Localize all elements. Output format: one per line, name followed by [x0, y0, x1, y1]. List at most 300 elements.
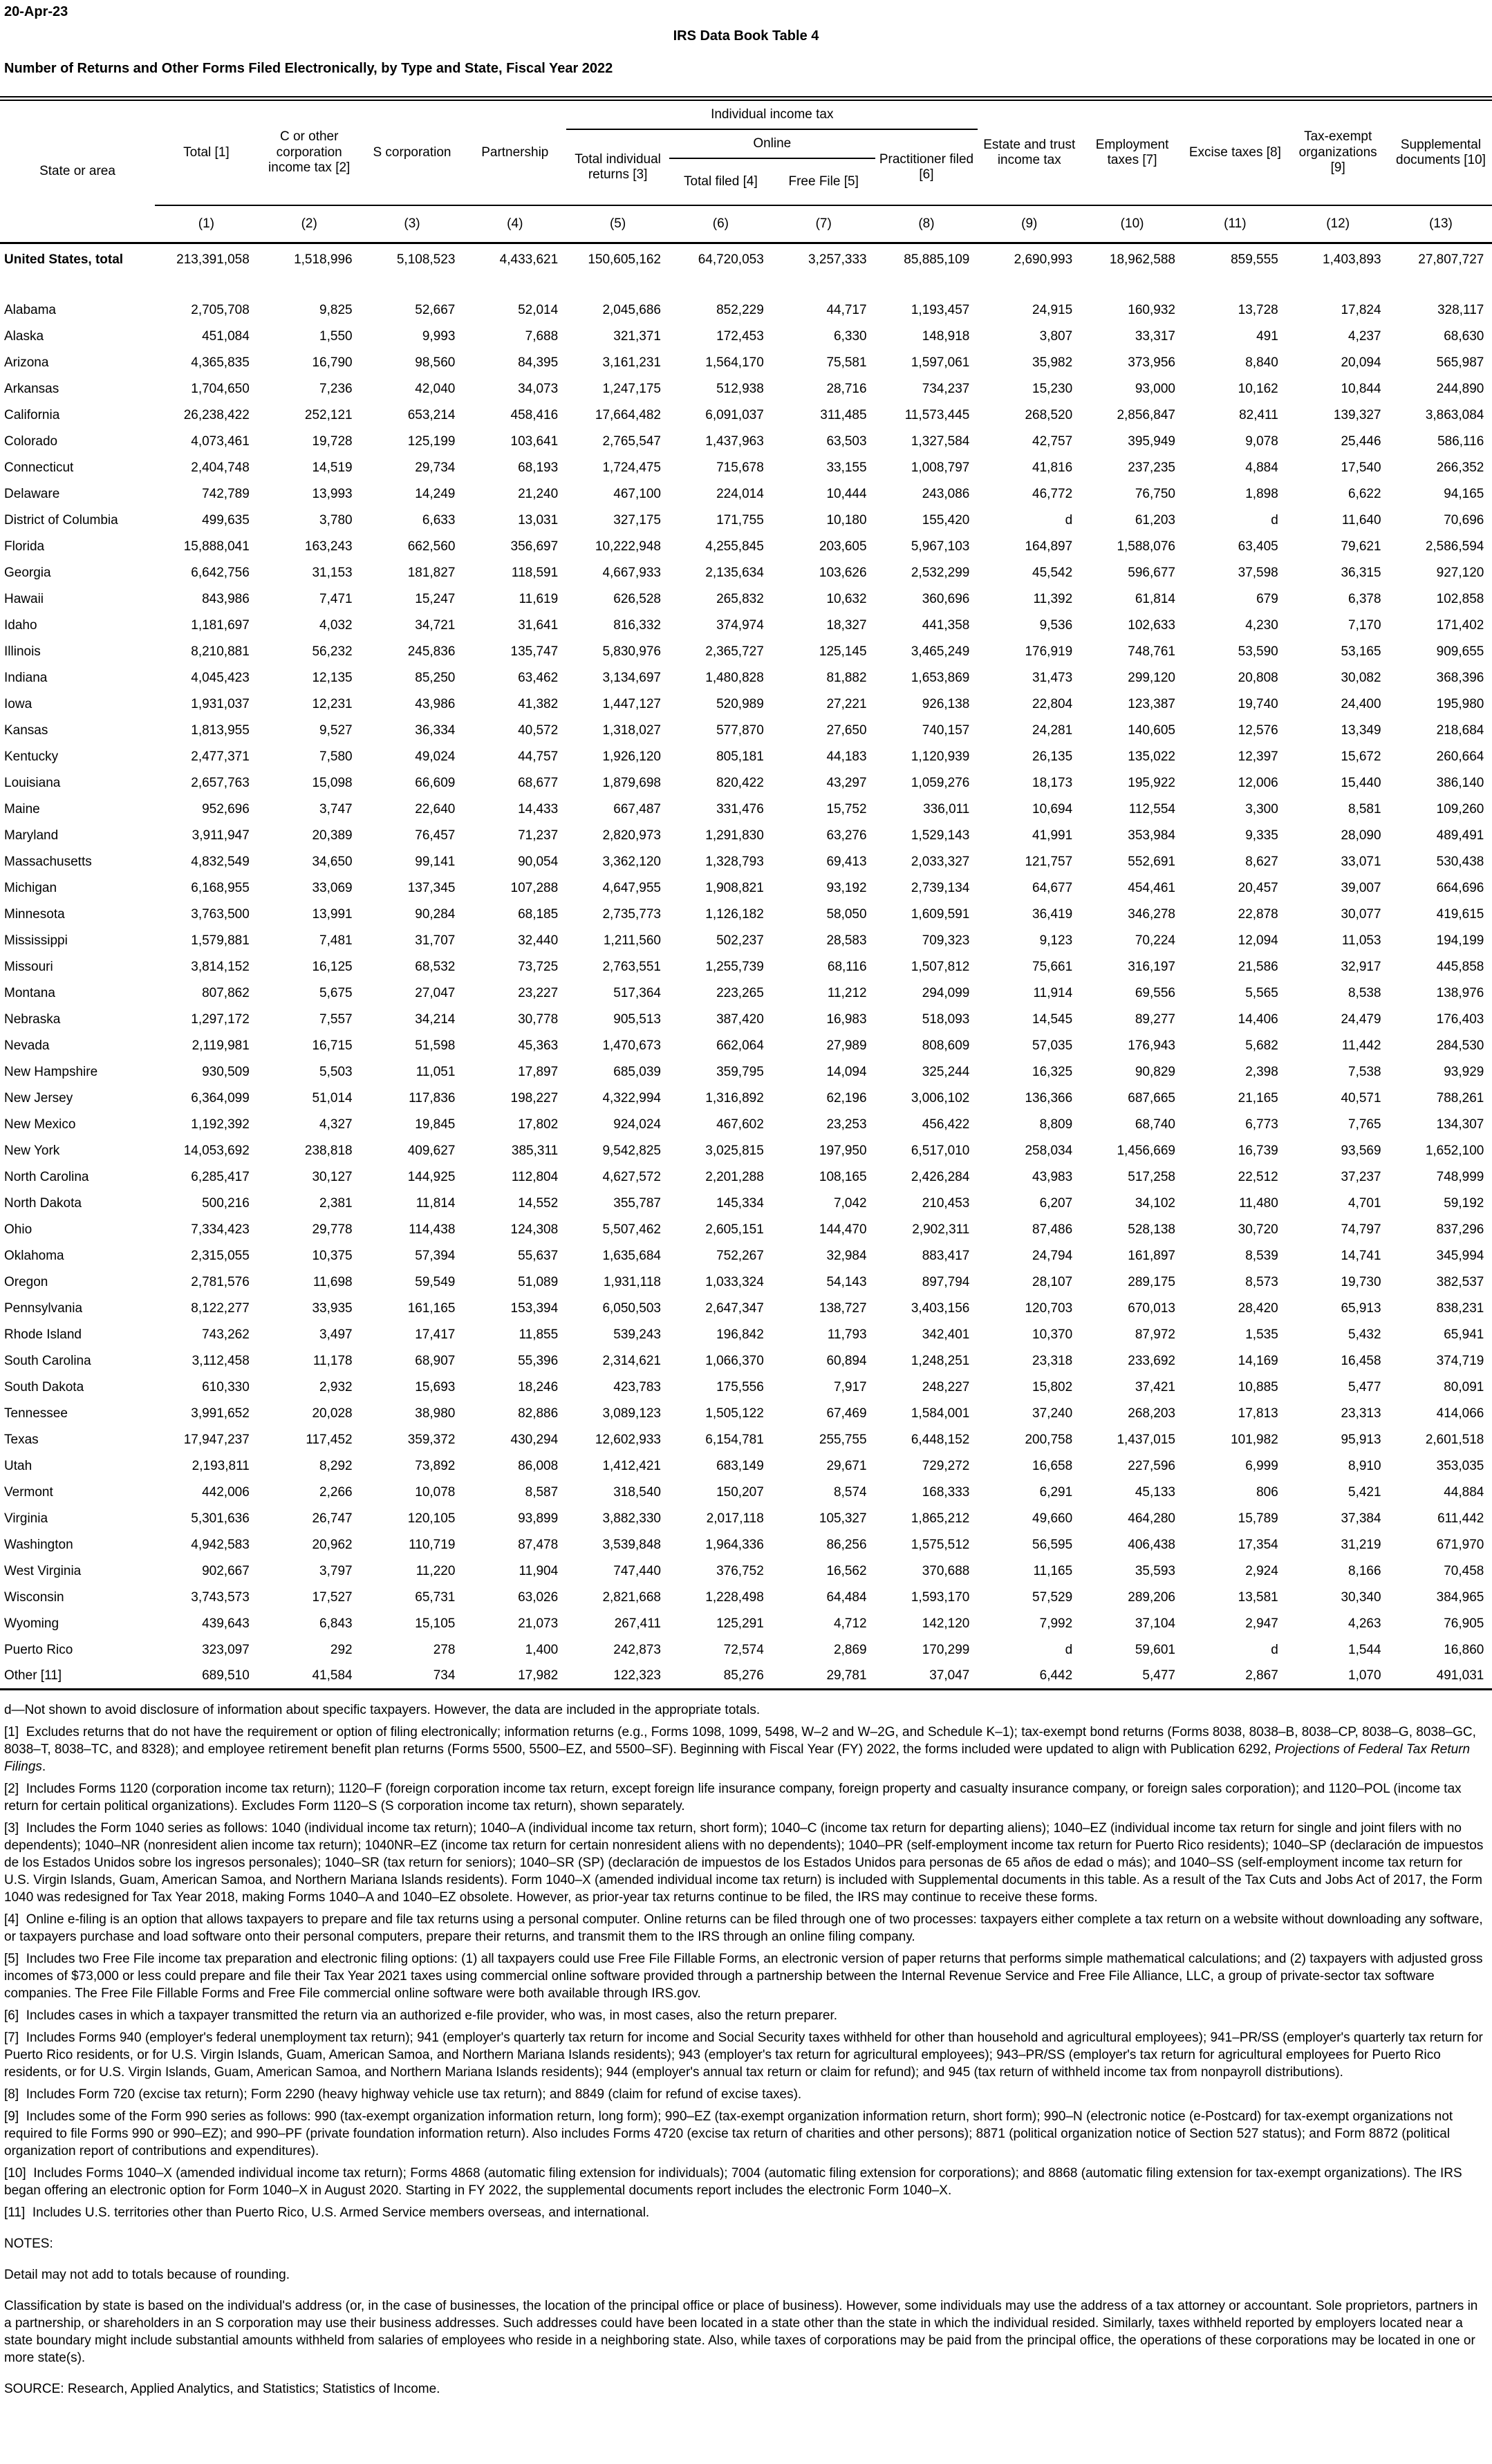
value-cell: 683,149 — [716, 1458, 764, 1473]
column-number: (5) — [566, 205, 669, 243]
value-cell: 2,266 — [319, 1484, 353, 1500]
value-cell: 1,059,276 — [911, 775, 970, 790]
value-cell: 15,802 — [1032, 1379, 1073, 1394]
value-cell: 2,924 — [1245, 1563, 1278, 1578]
footnote — [4, 2086, 1486, 2103]
table-row — [0, 1558, 1492, 1585]
value-cell: 11,220 — [416, 1563, 456, 1578]
value-cell: 6,622 — [1348, 486, 1381, 501]
value-cell: 68,630 — [1444, 328, 1484, 344]
column-number: (2) — [258, 205, 361, 243]
value-cell: 210,453 — [922, 1195, 970, 1211]
value-cell: 28,583 — [826, 933, 867, 948]
state-name: Other [11] — [0, 1663, 155, 1690]
value-cell: 18,173 — [1032, 775, 1073, 790]
value-cell: 93,569 — [1341, 1143, 1381, 1158]
value-cell: 24,281 — [1032, 722, 1073, 738]
value-cell: 90,054 — [518, 854, 559, 869]
value-cell: 374,974 — [716, 617, 764, 633]
header-c-corporation: C or other corporation income tax [2] — [268, 129, 351, 176]
value-cell: 43,986 — [415, 696, 456, 711]
value-cell: 13,993 — [312, 486, 353, 501]
value-cell: 4,942,583 — [191, 1537, 250, 1552]
value-cell: 23,313 — [1341, 1406, 1381, 1421]
footnote-text: Detail may not add to totals because of rounding. — [4, 2268, 290, 2282]
table-row — [0, 928, 1492, 954]
value-cell: 27,989 — [826, 1038, 867, 1053]
value-cell: 2,705,708 — [191, 302, 250, 317]
footnote — [4, 1724, 1486, 1775]
value-cell: 21,586 — [1238, 959, 1278, 974]
table-body — [0, 243, 1492, 1690]
value-cell: 4,701 — [1348, 1195, 1381, 1211]
table-row — [0, 1217, 1492, 1243]
value-cell: 289,206 — [1128, 1589, 1175, 1605]
value-cell: 76,905 — [1444, 1616, 1484, 1631]
footnote-label: [6] — [4, 2008, 26, 2023]
value-cell: 4,627,572 — [602, 1169, 661, 1184]
value-cell: 1,470,673 — [602, 1038, 661, 1053]
value-cell: 1,931,037 — [191, 696, 250, 711]
value-cell: 1,588,076 — [1117, 539, 1175, 554]
value-cell: 49,660 — [1032, 1511, 1073, 1526]
value-cell: 24,794 — [1032, 1248, 1073, 1263]
value-cell: 135,022 — [1128, 749, 1175, 764]
value-cell: 7,992 — [1039, 1616, 1073, 1631]
value-cell: 1,228,498 — [705, 1589, 764, 1605]
value-cell: 39,007 — [1341, 880, 1381, 895]
value-cell: 294,099 — [922, 985, 970, 1000]
value-cell: 102,633 — [1128, 617, 1175, 633]
value-cell: 11,165 — [1033, 1563, 1073, 1578]
value-cell: 3,161,231 — [602, 355, 661, 370]
footnote-label: [2] — [4, 1782, 26, 1796]
value-cell: 289,175 — [1128, 1274, 1175, 1289]
value-cell: 45,363 — [518, 1038, 559, 1053]
table-row — [0, 350, 1492, 376]
value-cell: 1,193,457 — [911, 302, 970, 317]
value-cell: 218,684 — [1436, 722, 1484, 738]
value-cell: 687,665 — [1128, 1090, 1175, 1105]
value-cell: 10,375 — [312, 1248, 353, 1263]
value-cell: 6,168,955 — [191, 880, 250, 895]
value-cell: 5,108,523 — [396, 252, 456, 268]
value-cell: 423,783 — [613, 1379, 661, 1394]
value-cell: 374,719 — [1436, 1353, 1484, 1368]
value-cell: 20,028 — [312, 1406, 353, 1421]
value-cell: 237,235 — [1128, 460, 1175, 475]
value-cell: 743,262 — [202, 1327, 250, 1342]
value-cell: 2,657,763 — [191, 775, 250, 790]
table-row — [0, 1532, 1492, 1558]
value-cell: 26,238,422 — [183, 407, 250, 422]
value-cell: 4,712 — [834, 1616, 867, 1631]
value-cell: 98,560 — [415, 355, 456, 370]
value-cell: 11,573,445 — [904, 407, 970, 422]
footnote-text: Includes Forms 1120 (corporation income tax return); 1120–F (foreign corporation income tax return, except foreign life insurance company, foreign property and casualty insurance company, or foreign sales corporation); and 1120–POL (income tax return for certain political organizations). Excludes Form 1120–S (S corporation income tax return), shown separately. — [4, 1782, 1462, 1813]
value-cell: 323,097 — [202, 1642, 250, 1657]
value-cell: 6,999 — [1245, 1458, 1278, 1473]
value-cell: 150,605,162 — [588, 252, 661, 268]
table-row — [0, 1033, 1492, 1059]
value-cell: 252,121 — [304, 407, 353, 422]
value-cell: 41,816 — [1032, 460, 1073, 475]
value-cell: 43,983 — [1032, 1169, 1073, 1184]
table-row — [0, 1112, 1492, 1138]
value-cell: 14,433 — [518, 801, 559, 816]
value-cell: 512,938 — [716, 381, 764, 396]
value-cell: 22,640 — [415, 801, 456, 816]
value-cell: 80,091 — [1444, 1379, 1484, 1394]
value-cell: 79,621 — [1341, 539, 1381, 554]
value-cell: 137,345 — [407, 880, 456, 895]
value-cell: 120,703 — [1025, 1300, 1073, 1316]
value-cell: 3,006,102 — [911, 1090, 970, 1105]
value-cell: 56,232 — [312, 644, 353, 659]
value-cell: 148,918 — [922, 328, 970, 344]
state-name: United States, total — [4, 252, 124, 268]
value-cell: 21,165 — [1238, 1090, 1278, 1105]
value-cell: 19,845 — [415, 1117, 456, 1132]
state-name: California — [4, 407, 60, 422]
value-cell: 136,366 — [1025, 1090, 1073, 1105]
value-cell: 57,394 — [415, 1248, 456, 1263]
table-row — [0, 1138, 1492, 1164]
value-cell: 11,442 — [1341, 1038, 1381, 1053]
footnote — [4, 1701, 1486, 1719]
column-number: (8) — [875, 205, 978, 243]
value-cell: 11,640 — [1341, 512, 1381, 528]
value-cell: 34,214 — [415, 1011, 456, 1027]
value-cell: 464,280 — [1128, 1511, 1175, 1526]
value-cell: 610,330 — [202, 1379, 250, 1394]
value-cell: 1,865,212 — [911, 1511, 970, 1526]
value-cell: 16,739 — [1238, 1143, 1278, 1158]
value-cell: 28,420 — [1238, 1300, 1278, 1316]
value-cell: 3,747 — [319, 801, 353, 816]
state-name: Ohio — [4, 1222, 32, 1237]
value-cell: 909,655 — [1436, 644, 1484, 659]
footnote-text: Projections of Federal Tax Return Filings — [4, 1742, 1471, 1774]
value-cell: 248,227 — [922, 1379, 970, 1394]
value-cell: 439,643 — [202, 1616, 250, 1631]
value-cell: 107,288 — [510, 880, 559, 895]
value-cell: 68,740 — [1135, 1117, 1175, 1132]
value-cell: 9,825 — [319, 302, 353, 317]
footnote — [4, 1950, 1486, 2002]
value-cell: 359,795 — [716, 1064, 764, 1079]
value-cell: 30,778 — [518, 1011, 559, 1027]
value-cell: 26,135 — [1032, 749, 1073, 764]
value-cell: 6,050,503 — [602, 1300, 661, 1316]
value-cell: 15,693 — [415, 1379, 456, 1394]
value-cell: 5,507,462 — [602, 1222, 661, 1237]
value-cell: 15,247 — [415, 591, 456, 606]
value-cell: 11,178 — [313, 1353, 353, 1368]
value-cell: 11,904 — [519, 1563, 559, 1578]
value-cell: 1,126,182 — [705, 906, 764, 922]
footnote-label: [5] — [4, 1952, 26, 1966]
value-cell: 58,050 — [826, 906, 867, 922]
value-cell: 36,419 — [1032, 906, 1073, 922]
state-name: Rhode Island — [4, 1327, 82, 1342]
value-cell: 6,364,099 — [191, 1090, 250, 1105]
footnote — [4, 1780, 1486, 1815]
value-cell: 843,986 — [202, 591, 250, 606]
value-cell: 11,392 — [1033, 591, 1073, 606]
table-row — [0, 1453, 1492, 1480]
value-cell: 37,598 — [1238, 565, 1278, 580]
value-cell: 7,917 — [834, 1379, 867, 1394]
value-cell: 57,035 — [1032, 1038, 1073, 1053]
value-cell: 6,207 — [1039, 1195, 1073, 1211]
value-cell: 11,914 — [1033, 985, 1073, 1000]
state-name: Vermont — [4, 1484, 53, 1500]
footnote-text: Includes some of the Form 990 series as follows: 990 (tax-exempt organization information return, long form); 990–EZ (tax-exempt organization information return, short form); 990–N (electronic notice (e-Postcard) for tax-exempt organizations not required to file Forms 990 or 990–EZ); and 990–PF (private foundation information return). Also includes Forms 4720 (excise tax return of charities and other persons); 8871 (political organization notice of Section 527 status); and Form 8872 (political organization report of contributions and expenditures). — [4, 2109, 1453, 2158]
value-cell: 441,358 — [922, 617, 970, 633]
value-cell: 171,402 — [1436, 617, 1484, 633]
state-name: North Dakota — [4, 1195, 82, 1211]
value-cell: 409,627 — [407, 1143, 456, 1158]
footnote — [4, 2165, 1486, 2199]
value-cell: 145,334 — [716, 1195, 764, 1211]
returns-table — [0, 101, 1492, 1690]
value-cell: 1,255,739 — [705, 959, 764, 974]
value-cell: 198,227 — [510, 1090, 559, 1105]
value-cell: 15,888,041 — [183, 539, 250, 554]
value-cell: 370,688 — [922, 1563, 970, 1578]
value-cell: 63,276 — [826, 828, 867, 843]
value-cell: 55,637 — [518, 1248, 559, 1263]
state-name: Tennessee — [4, 1406, 68, 1421]
table-row — [0, 823, 1492, 849]
value-cell: 2,314,621 — [602, 1353, 661, 1368]
value-cell: 30,720 — [1238, 1222, 1278, 1237]
value-cell: 36,334 — [415, 722, 456, 738]
value-cell: 195,922 — [1128, 775, 1175, 790]
value-cell: 112,554 — [1128, 801, 1175, 816]
value-cell: 27,650 — [826, 722, 867, 738]
value-cell: 2,601,518 — [1425, 1432, 1484, 1447]
value-cell: 336,011 — [923, 801, 970, 816]
footnote-text: Includes two Free File income tax preparation and electronic filing options: (1) all taxpayers could use Free File Fillable Forms, an electronic version of paper returns that performs simple mathematical calculations; and (2) taxpayers with adjusted gross incomes of $73,000 or less could prepare and file their Tax Year 2021 taxes using commercial online software provided through a partnership between the Internal Revenue Service and Free File Alliance, LLC, a group of private-sector tax software companies. The Free File Fillable Forms and Free File commercial online software were both available through IRS.gov. — [4, 1952, 1483, 2001]
state-name: South Dakota — [4, 1379, 84, 1394]
value-cell: 24,400 — [1341, 696, 1381, 711]
footnote-text: Classification by state is based on the individual's address (or, in the case of businesses, the location of the principal office or place of business). However, some individuals may use the address of a tax attorney or accountant. Sole proprietors, partners in a partnership, or shareholders in an S corporation may use their business addresses. Such addresses could have been located in a state other than the state in which the individual resided. Similarly, taxes withheld reported by employers located near a state boundary might include substantial amounts withheld from salaries of employees who reside in a neighboring state. Also, while taxes of corporations may be paid from the principal office, the operations of these corporations may be located in one or more state(s). — [4, 2299, 1478, 2365]
column-number: (4) — [463, 205, 566, 243]
value-cell: 7,236 — [319, 381, 353, 396]
value-cell: 311,485 — [820, 407, 867, 422]
value-cell: 124,308 — [510, 1222, 559, 1237]
value-cell: 11,212 — [827, 985, 867, 1000]
state-name: Illinois — [4, 644, 41, 659]
value-cell: 41,584 — [258, 1663, 361, 1690]
value-cell: 859,555 — [1231, 252, 1278, 268]
state-name: Texas — [4, 1432, 39, 1447]
header-s-corporation: S corporation — [373, 144, 451, 160]
value-cell: 82,886 — [518, 1406, 559, 1421]
value-cell: 4,327 — [319, 1117, 353, 1132]
value-cell: 268,203 — [1128, 1406, 1175, 1421]
value-cell: 1,593,170 — [911, 1589, 970, 1605]
value-cell: 37,384 — [1341, 1511, 1381, 1526]
value-cell: 68,116 — [827, 959, 867, 974]
value-cell: 539,243 — [613, 1327, 661, 1342]
value-cell: 197,950 — [819, 1143, 867, 1158]
value-cell: 93,899 — [518, 1511, 559, 1526]
value-cell: 6,517,010 — [911, 1143, 970, 1158]
value-cell: 14,169 — [1238, 1353, 1278, 1368]
value-cell: 1,964,336 — [705, 1537, 764, 1552]
value-cell: 11,619 — [519, 591, 559, 606]
value-cell: 75,661 — [1032, 959, 1073, 974]
value-cell: 5,432 — [1348, 1327, 1381, 1342]
value-cell: 93,000 — [1135, 381, 1175, 396]
value-cell: 13,728 — [1238, 302, 1278, 317]
state-name: Hawaii — [4, 591, 44, 606]
state-name: Oregon — [4, 1274, 48, 1289]
value-cell: 17,540 — [1341, 460, 1381, 475]
value-cell: 45,133 — [1135, 1484, 1175, 1500]
value-cell: 2,045,686 — [602, 302, 661, 317]
value-cell: 93,929 — [1444, 1064, 1484, 1079]
value-cell: 13,991 — [312, 906, 353, 922]
value-cell: 134,307 — [1436, 1117, 1484, 1132]
value-cell: 44,757 — [518, 749, 559, 764]
state-name: Missouri — [4, 959, 53, 974]
value-cell: 1,652,100 — [1425, 1143, 1484, 1158]
value-cell: 6,291 — [1039, 1484, 1073, 1500]
value-cell: 3,025,815 — [705, 1143, 764, 1158]
value-cell: 37,240 — [1032, 1406, 1073, 1421]
value-cell: 395,949 — [1128, 433, 1175, 449]
value-cell: 34,102 — [1135, 1195, 1175, 1211]
value-cell: 17,664,482 — [595, 407, 661, 422]
state-name: Colorado — [4, 433, 58, 449]
value-cell: 852,229 — [716, 302, 764, 317]
value-cell: 33,317 — [1135, 328, 1175, 344]
value-cell: 883,417 — [922, 1248, 970, 1263]
value-cell: 1,291,830 — [705, 828, 764, 843]
value-cell: 838,231 — [1436, 1300, 1484, 1316]
value-cell: 11,814 — [416, 1195, 456, 1211]
value-cell: 3,911,947 — [192, 828, 250, 843]
value-cell: 70,696 — [1444, 512, 1484, 528]
table-row — [0, 534, 1492, 560]
value-cell: 260,664 — [1436, 749, 1484, 764]
state-name: Massachusetts — [4, 854, 92, 869]
table-row — [0, 902, 1492, 928]
value-cell: 68,532 — [415, 959, 456, 974]
value-cell: 31,219 — [1341, 1537, 1381, 1552]
value-cell: 1,926,120 — [602, 749, 661, 764]
value-cell: 278 — [433, 1642, 456, 1657]
value-cell: 29,671 — [826, 1458, 867, 1473]
value-cell: 451,084 — [202, 328, 250, 344]
value-cell: 1,931,118 — [603, 1274, 661, 1289]
value-cell: 467,602 — [716, 1117, 764, 1132]
value-cell: 7,688 — [525, 328, 559, 344]
state-name: Florida — [4, 539, 45, 554]
value-cell: 87,478 — [518, 1537, 559, 1552]
page-title: IRS Data Book Table 4 — [673, 28, 819, 44]
value-cell: 15,230 — [1032, 381, 1073, 396]
column-number: (13) — [1390, 205, 1492, 243]
value-cell: 24,479 — [1341, 1011, 1381, 1027]
value-cell: 73,725 — [518, 959, 559, 974]
value-cell: 63,503 — [826, 433, 867, 449]
value-cell: 2,193,811 — [192, 1458, 250, 1473]
value-cell: 20,962 — [312, 1537, 353, 1552]
value-cell: 1,724,475 — [602, 460, 661, 475]
value-cell: 1,192,392 — [191, 1117, 250, 1132]
value-cell: 11,051 — [416, 1064, 456, 1079]
value-cell: 69,556 — [1135, 985, 1175, 1000]
value-cell: 1,447,127 — [602, 696, 661, 711]
value-cell: 2,135,634 — [705, 565, 764, 580]
value-cell: 17,824 — [1341, 302, 1381, 317]
value-cell: 10,162 — [1238, 381, 1278, 396]
value-cell: 3,300 — [1245, 801, 1278, 816]
value-cell: 346,278 — [1128, 906, 1175, 922]
value-cell: 13,031 — [518, 512, 559, 528]
value-cell: 2,017,118 — [706, 1511, 764, 1526]
value-cell: 1,181,697 — [191, 617, 250, 633]
value-cell: 1,456,669 — [1117, 1143, 1175, 1158]
value-cell: 2,690,993 — [1014, 252, 1073, 268]
value-cell: 81,882 — [826, 670, 867, 685]
header-practitioner-filed: Practitioner filed [6] — [879, 151, 974, 182]
value-cell: 284,530 — [1436, 1038, 1484, 1053]
value-cell: 318,540 — [613, 1484, 661, 1500]
value-cell: 35,593 — [1135, 1563, 1175, 1578]
footnote-text: Includes cases in which a taxpayer transmitted the return via an authorized e-file provider, who was, in most cases, also the return preparer. — [26, 2008, 838, 2023]
value-cell: 266,352 — [1436, 460, 1484, 475]
value-cell: 4,667,933 — [602, 565, 661, 580]
value-cell: 611,442 — [1437, 1511, 1484, 1526]
header-partnership: Partnership — [481, 144, 549, 160]
value-cell: 8,122,277 — [191, 1300, 250, 1316]
value-cell: 29,734 — [415, 460, 456, 475]
value-cell: 65,941 — [1444, 1327, 1484, 1342]
value-cell: 662,064 — [716, 1038, 764, 1053]
value-cell: 2,033,327 — [911, 854, 970, 869]
value-cell: 33,935 — [312, 1300, 353, 1316]
table-row — [0, 744, 1492, 770]
value-cell: 32,917 — [1341, 959, 1381, 974]
table-row — [0, 507, 1492, 534]
value-cell: 747,440 — [613, 1563, 661, 1578]
value-cell: 3,807 — [1039, 328, 1073, 344]
value-cell: 368,396 — [1436, 670, 1484, 685]
value-cell: 2,404,748 — [191, 460, 250, 475]
value-cell: 926,138 — [922, 696, 970, 711]
value-cell: 9,078 — [1245, 433, 1278, 449]
value-cell: 4,045,423 — [191, 670, 250, 685]
table-row — [0, 1007, 1492, 1033]
value-cell: 16,790 — [312, 355, 353, 370]
value-cell: 103,641 — [510, 433, 559, 449]
value-cell: 7,170 — [1348, 617, 1381, 633]
state-name: Maine — [4, 801, 40, 816]
table-row — [0, 586, 1492, 613]
value-cell: 292 — [330, 1642, 353, 1657]
value-cell: 68,185 — [518, 906, 559, 922]
value-cell: 15,098 — [312, 775, 353, 790]
footnote-text: Includes Form 720 (excise tax return); Form 2290 (heavy highway vehicle use tax return); and 8849 (claim for refund of excise taxes). — [26, 2087, 802, 2102]
value-cell: 40,571 — [1341, 1090, 1381, 1105]
value-cell: 12,094 — [1238, 933, 1278, 948]
